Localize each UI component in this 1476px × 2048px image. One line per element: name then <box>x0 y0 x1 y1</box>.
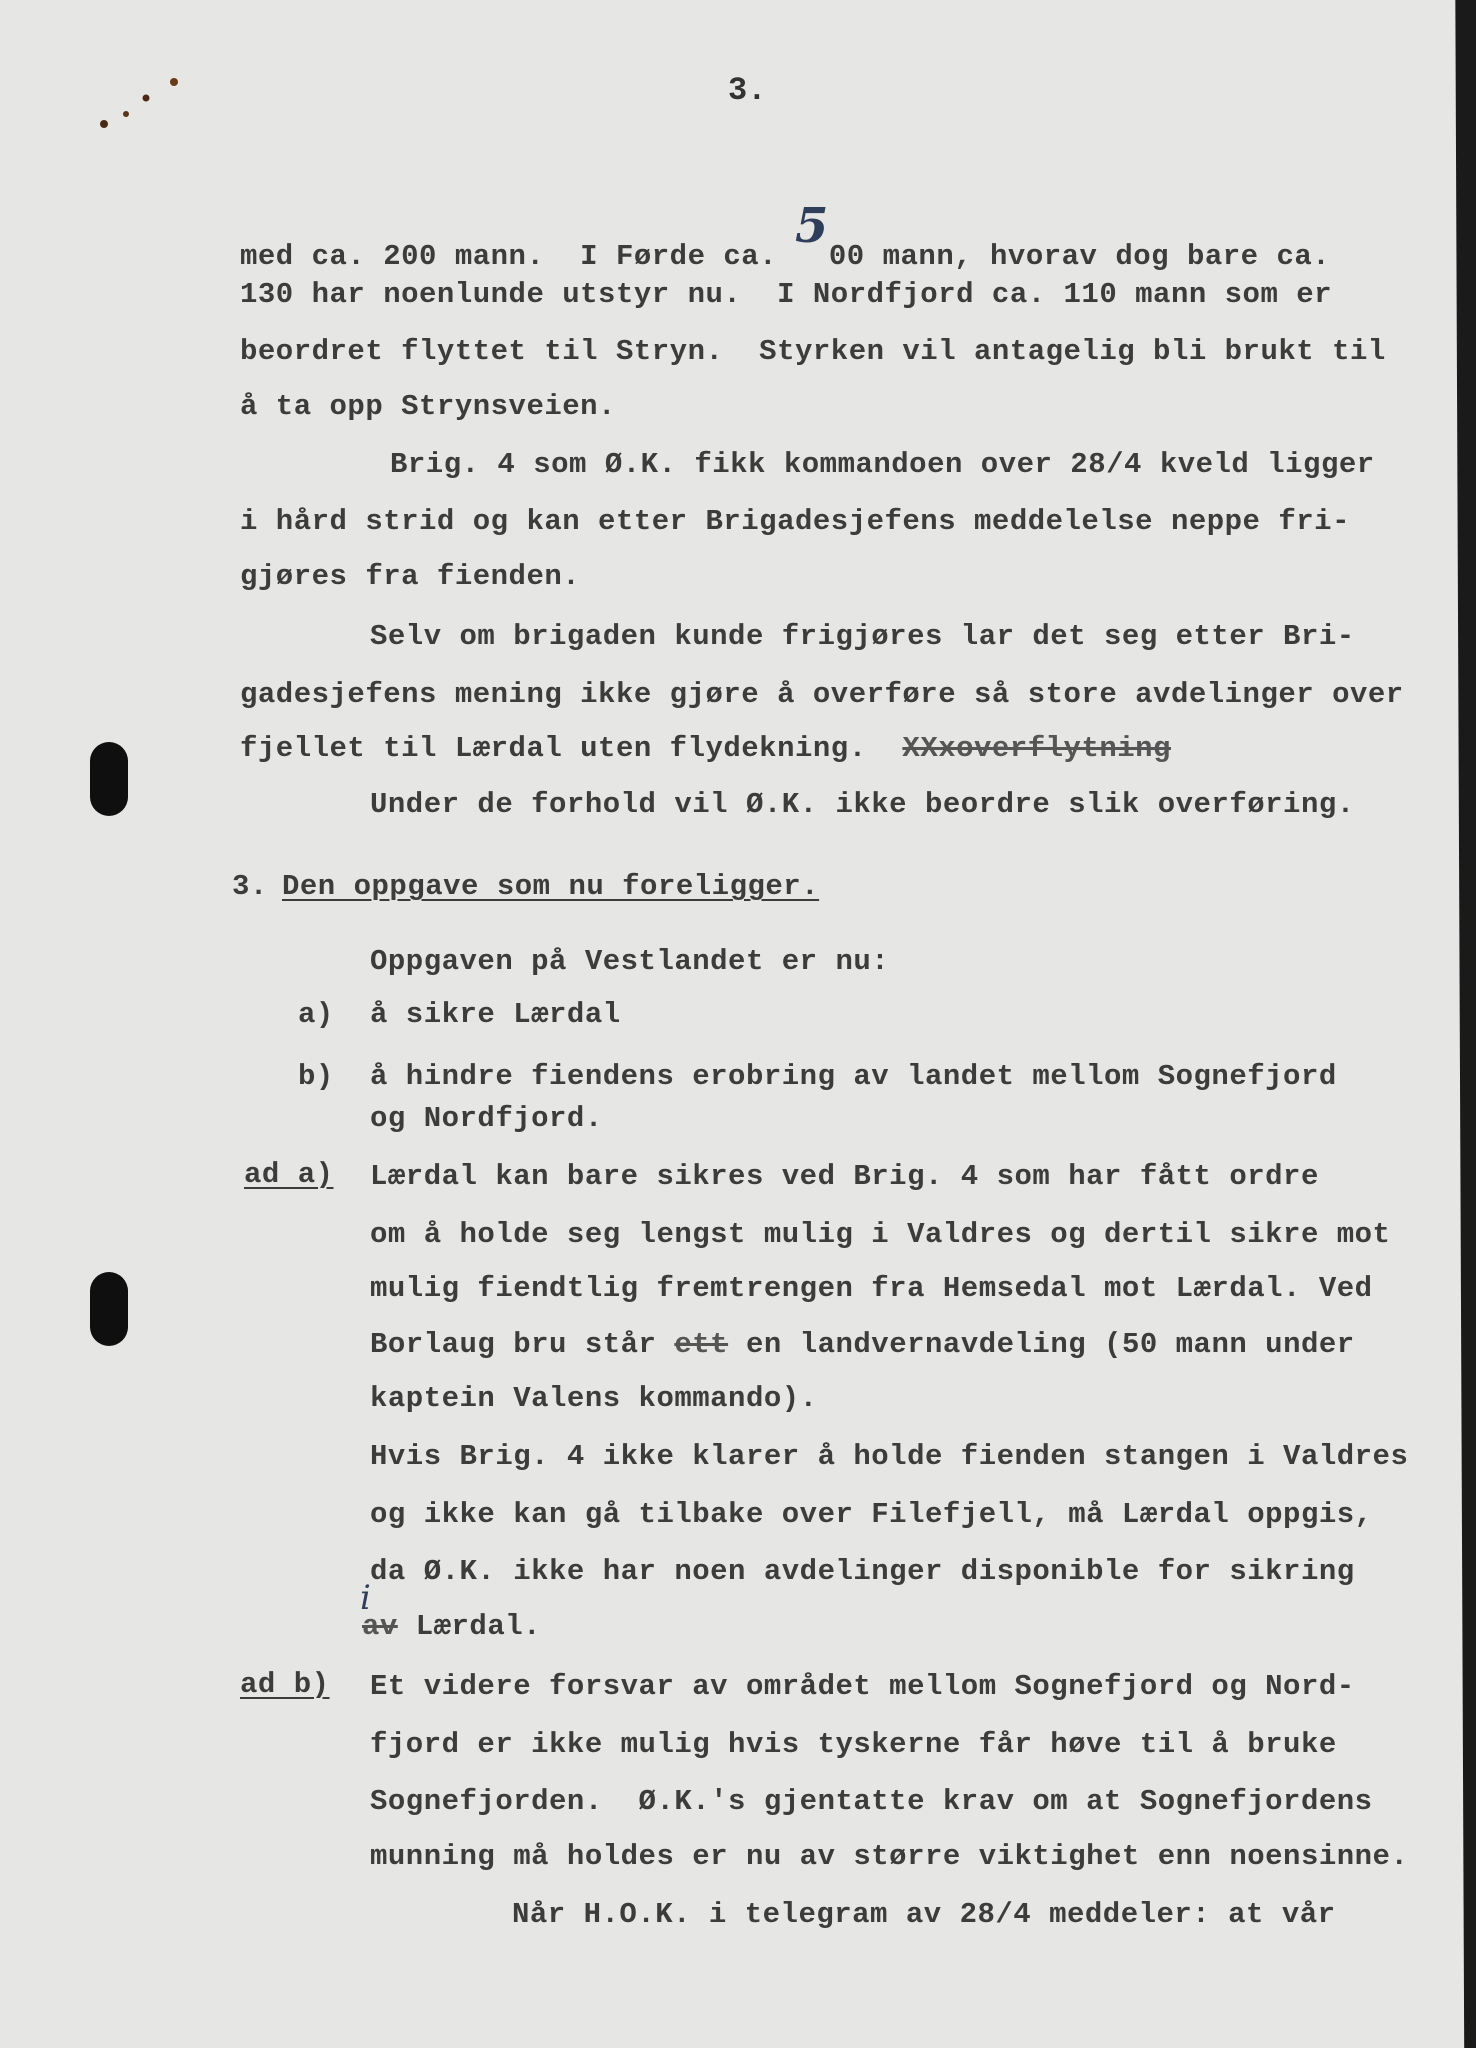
list-marker: a) <box>298 998 334 1031</box>
handwritten-correction: i <box>360 1578 371 1618</box>
text-line: fjellet til Lærdal uten flydekning. XXxoverflytning <box>240 732 1171 765</box>
struck-text: ett <box>674 1328 729 1361</box>
text-line: av Lærdal. <box>362 1610 542 1643</box>
text-line: fjord er ikke mulig hvis tyskerne får høve til å bruke <box>370 1728 1337 1761</box>
text-line: med ca. 200 mann. I Førde ca. 500 mann, hvorav dog bare ca. <box>240 198 1331 273</box>
text-line: 130 har noenlunde utstyr nu. I Nordfjord ca. 110 mann som er <box>240 278 1333 311</box>
list-text: å sikre Lærdal <box>370 998 621 1031</box>
text-line: mulig fiendtlig fremtrengen fra Hemsedal mot Lærdal. Ved <box>370 1272 1373 1305</box>
text-line: Sognefjorden. Ø.K.'s gjentatte krav om at Sognefjordens <box>370 1785 1373 1818</box>
section-heading: Den oppgave som nu foreligger. <box>282 870 820 903</box>
subsection-label: ad b) <box>240 1668 330 1701</box>
text-line: å ta opp Strynsveien. <box>240 390 616 423</box>
text-line: Selv om brigaden kunde frigjøres lar det seg etter Bri- <box>370 620 1355 653</box>
text-line: i hård strid og kan etter Brigadesjefens meddelelse neppe fri- <box>240 505 1350 538</box>
punch-hole-lower <box>90 1272 128 1346</box>
text-line: og ikke kan gå tilbake over Filefjell, må Lærdal oppgis, <box>370 1498 1373 1531</box>
stain-marks <box>96 68 196 138</box>
list-text: og Nordfjord. <box>370 1102 603 1135</box>
text-line: Under de forhold vil Ø.K. ikke beordre slik overføring. <box>370 788 1355 821</box>
text-line: beordret flyttet til Stryn. Styrken vil antagelig bli brukt til <box>240 335 1386 368</box>
text-line: Brig. 4 som Ø.K. fikk kommandoen over 28/4 kveld ligger <box>390 448 1375 481</box>
section-number: 3. <box>232 870 268 903</box>
text-line: om å holde seg lengst mulig i Valdres og dertil sikre mot <box>370 1218 1391 1251</box>
text-line: kaptein Valens kommando). <box>370 1382 818 1415</box>
struck-text: XXxoverflytning <box>902 732 1171 765</box>
text-line: Når H.O.K. i telegram av 28/4 meddeler: at vår <box>512 1898 1336 1931</box>
text-line: Borlaug bru står ett en landvernavdeling (50 mann under <box>370 1328 1355 1361</box>
punch-hole-upper <box>90 742 128 816</box>
text-line: gadesjefens mening ikke gjøre å overføre så store avdelinger over <box>240 678 1404 711</box>
list-marker: b) <box>298 1060 334 1093</box>
page-number: 3. <box>728 72 767 109</box>
struck-text: av <box>362 1610 398 1643</box>
text-line: Lærdal kan bare sikres ved Brig. 4 som har fått ordre <box>370 1160 1319 1193</box>
text-line: Hvis Brig. 4 ikke klarer å holde fienden stangen i Valdres <box>370 1440 1409 1473</box>
text-line: Oppgaven på Vestlandet er nu: <box>370 945 890 978</box>
list-text: å hindre fiendens erobring av landet mellom Sognefjord <box>370 1060 1337 1093</box>
text-line: munning må holdes er nu av større viktighet enn noensinne. <box>370 1840 1409 1873</box>
text-line: Et videre forsvar av området mellom Sognefjord og Nord- <box>370 1670 1355 1703</box>
handwritten-correction: 5 <box>795 198 829 254</box>
text-line: gjøres fra fienden. <box>240 560 581 593</box>
subsection-label: ad a) <box>244 1158 334 1191</box>
text-line: da Ø.K. ikke har noen avdelinger disponible for sikring <box>370 1555 1355 1588</box>
